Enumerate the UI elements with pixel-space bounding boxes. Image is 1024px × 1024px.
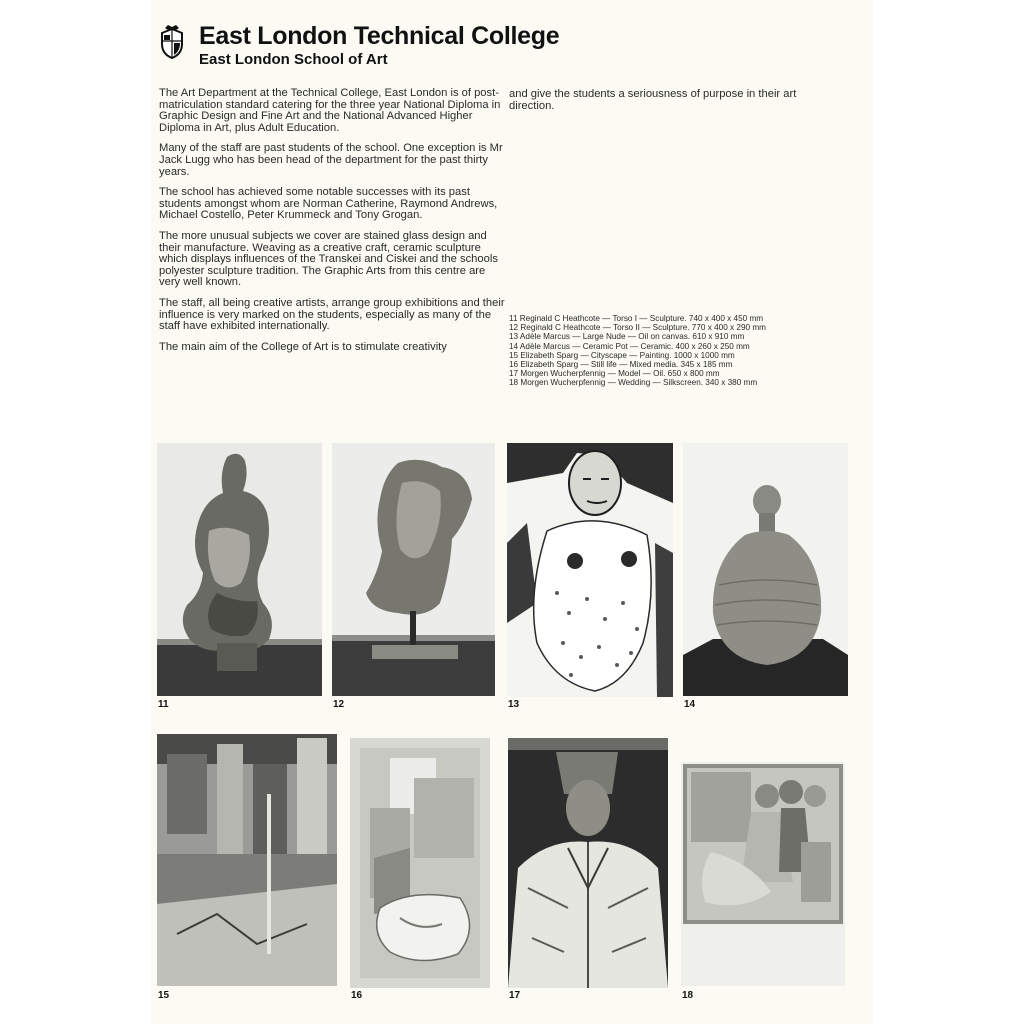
figure-11 [157,443,322,713]
figure-number: 11 [158,699,169,710]
photo-still-life-mixed-media [350,738,490,988]
photo-ceramic-pot [683,443,848,696]
body-paragraph: Many of the staff are past students of the school. One exception is Mr Jack Lugg who has been head of the department for the past thirty years. [159,142,503,178]
body-paragraph: and give the students a seriousness of purpose in their art direction. [509,88,797,112]
body-paragraph: The school has achieved some notable successes with its past students amongst whom are Norman Catherine, Raymond Andrews, Michael Costello, Peter Krummeck and Tony Grogan. [159,186,498,222]
figure-17 [508,738,670,1004]
caption-item: 15 Elizabeth Sparg — Cityscape — Painting. 1000 x 1000 mm [509,350,735,360]
body-paragraph: The staff, all being creative artists, arrange group exhibitions and their influence is very marked on the students, especially as many of the staff have exhibited internationally. [159,296,505,333]
photo-torso-one-sculpture [157,443,322,696]
figure-13 [507,443,675,713]
figure-15 [157,734,339,1004]
figure-18 [681,762,847,1004]
caption-list [509,314,869,388]
figure-number: 14 [684,699,696,710]
body-paragraph: The more unusual subjects we cover are stained glass design and their manufacture. Weaving as a creative craft, ceramic sculpture which displays influences of the Transkei and Ciskei and the schools polyester sculpture tradition. The Graphic Arts from this centre are very well known. [159,229,498,289]
caption-item: 16 Elizabeth Sparg — Still life — Mixed media. 345 x 185 mm [509,360,733,370]
figure-14 [683,443,848,713]
body-paragraph: The main aim of the College of Art is to stimulate creativity [159,340,447,353]
photo-torso-two-sculpture [332,443,495,696]
caption-item: 11 Reginald C Heathcote — Torso I — Sculpture. 740 x 400 x 450 mm [509,314,764,323]
body-text-right-column [509,89,839,121]
page-subtitle: East London School of Art [199,51,388,68]
caption-item: 13 Adèle Marcus — Large Nude — Oil on canvas. 610 x 910 mm [509,332,745,342]
figure-12 [332,443,495,713]
figure-number: 12 [333,699,345,710]
figure-number: 15 [158,990,170,1001]
figure-number: 18 [682,990,694,1001]
body-text-left-column [159,88,505,362]
body-paragraph: The Art Department at the Technical College, East London is of post-matriculation standard catering for the three year National Diploma in Graphic Design and Fine Art and the National Advanced Higher Diploma in Art, plus Adult Education. [159,87,501,134]
photo-cityscape-painting [157,734,337,986]
photo-wedding-silkscreen [681,762,845,986]
page-title: East London Technical College [199,22,560,50]
figure-number: 13 [508,699,520,710]
figure-number: 16 [351,990,363,1001]
caption-item: 17 Morgen Wucherpfennig — Model — Oil. 650 x 800 mm [509,369,720,379]
caption-item: 14 Adèle Marcus — Ceramic Pot — Ceramic. 400 x 260 x 250 mm [509,341,750,351]
catalogue-page [151,0,873,1024]
caption-item: 18 Morgen Wucherpfennig — Wedding — Silkscreen. 340 x 380 mm [509,378,758,388]
photo-model-oil-painting [508,738,668,988]
figure-number: 17 [509,990,521,1001]
caption-item: 12 Reginald C Heathcote — Torso II — Sculpture. 770 x 400 x 290 mm [509,323,766,333]
shield-crest-icon [159,24,185,60]
photo-large-nude-painting [507,443,673,697]
figure-16 [350,738,492,1004]
